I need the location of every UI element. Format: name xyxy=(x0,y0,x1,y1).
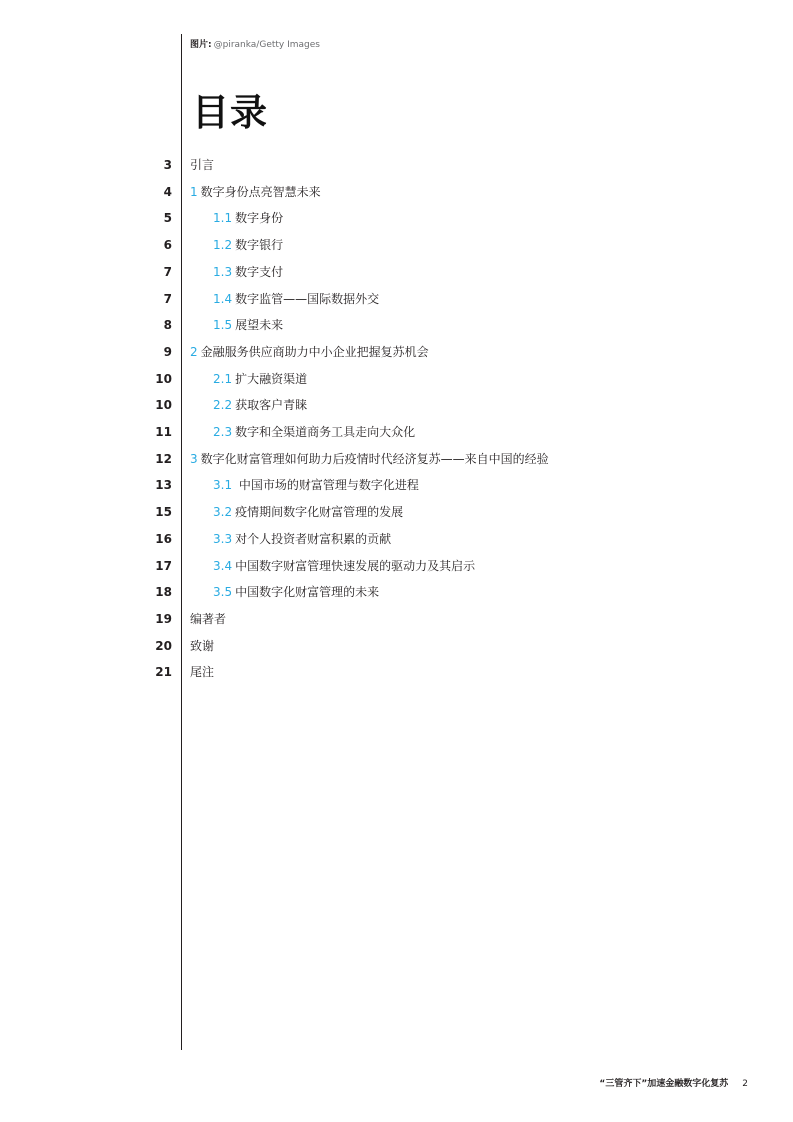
page-footer xyxy=(560,1076,748,1089)
toc-entry[interactable] xyxy=(0,557,793,575)
toc-entry-title xyxy=(213,263,283,281)
toc-page-number: 16 xyxy=(155,531,172,546)
toc-entry-text: 扩大融资渠道 xyxy=(235,371,308,386)
toc-entry[interactable] xyxy=(0,476,793,494)
toc-entry[interactable] xyxy=(0,316,793,334)
toc-page-number: 13 xyxy=(155,478,172,493)
toc-section-number: 1.5 xyxy=(213,318,233,333)
footer-page-number: 2 xyxy=(742,1079,748,1089)
toc-section-number: 3.2 xyxy=(213,505,233,520)
toc-page-number: 20 xyxy=(155,638,172,653)
toc-page-number: 7 xyxy=(163,264,172,279)
toc-entry[interactable] xyxy=(0,610,793,628)
page-title: 目录 xyxy=(192,91,268,134)
toc-page-number: 12 xyxy=(155,451,172,466)
toc-entry-text: 尾注 xyxy=(190,665,215,680)
toc-entry-text: 疫情期间数字化财富管理的发展 xyxy=(235,505,404,520)
image-credit-text: @piranka/Getty Images xyxy=(213,40,320,50)
toc-section-number: 3.4 xyxy=(213,558,233,573)
toc-section-number: 2 xyxy=(190,344,198,359)
toc-entry-title xyxy=(213,396,307,414)
toc-entry-text: 中国数字财富管理快速发展的驱动力及其启示 xyxy=(235,558,476,573)
toc-entry[interactable] xyxy=(0,183,793,201)
toc-page-number: 3 xyxy=(163,158,172,172)
toc-entry[interactable] xyxy=(0,637,793,655)
toc-entry-text: 对个人投资者财富积累的贡献 xyxy=(235,531,392,546)
toc-page-number: 4 xyxy=(163,184,172,199)
toc-entry-title xyxy=(190,450,549,468)
toc-entry-title xyxy=(213,583,379,601)
toc-entry-text: 数字监管——国际数据外交 xyxy=(235,291,380,306)
toc-page-number: 9 xyxy=(163,344,172,359)
toc-entry-title xyxy=(213,290,379,308)
toc-entry-text: 编著者 xyxy=(190,611,227,626)
toc-entry-title xyxy=(213,209,283,227)
toc-section-number: 3.1 xyxy=(213,478,233,493)
toc-page-number: 6 xyxy=(163,238,172,253)
toc-entry[interactable] xyxy=(0,450,793,468)
toc-entry-title xyxy=(190,183,321,201)
image-credit-label: 图片: xyxy=(190,40,212,50)
toc-page-number: 7 xyxy=(163,291,172,306)
toc-entry-title xyxy=(213,530,391,548)
toc-section-number: 1.4 xyxy=(213,291,233,306)
toc-page-number: 15 xyxy=(155,505,172,520)
toc-section-number: 1 xyxy=(190,184,198,199)
toc-entry[interactable] xyxy=(0,530,793,548)
toc-entry-title xyxy=(213,423,415,441)
toc-entry-text: 数字身份点亮智慧未来 xyxy=(200,184,321,199)
toc-section-number: 3.3 xyxy=(213,531,233,546)
toc-entry-text: 数字化财富管理如何助力后疫情时代经济复苏——来自中国的经验 xyxy=(200,451,549,466)
toc-entry[interactable] xyxy=(0,290,793,308)
toc-entry-text: 数字和全渠道商务工具走向大众化 xyxy=(235,425,416,439)
footer-title: “三管齐下”加速金融数字化复苏 xyxy=(599,1079,729,1089)
toc-entry[interactable] xyxy=(0,583,793,601)
toc-section-number: 2.2 xyxy=(213,398,233,413)
toc-entry-title xyxy=(190,637,214,655)
toc-entry-text: 中国市场的财富管理与数字化进程 xyxy=(235,478,419,493)
toc-entry[interactable] xyxy=(0,209,793,227)
toc-page-number: 21 xyxy=(155,665,172,680)
toc-entry-title xyxy=(213,476,419,494)
toc-section-number: 1.3 xyxy=(213,264,233,279)
toc-entry[interactable] xyxy=(0,503,793,521)
toc-section-number: 3.5 xyxy=(213,585,233,600)
toc-entry[interactable] xyxy=(0,423,793,441)
toc-entry[interactable] xyxy=(0,343,793,361)
toc-section-number: 2.1 xyxy=(213,371,233,386)
toc-entry-title xyxy=(213,236,283,254)
toc-entry-text: 获取客户青睐 xyxy=(235,398,308,413)
toc-entry[interactable] xyxy=(0,370,793,388)
toc-entry[interactable] xyxy=(0,663,793,681)
toc-page-number: 8 xyxy=(163,318,172,333)
toc-entry-text: 展望未来 xyxy=(235,318,284,333)
toc-page-number: 10 xyxy=(155,398,172,413)
image-credit xyxy=(190,37,320,50)
toc-entry[interactable] xyxy=(0,156,793,174)
toc-entry[interactable] xyxy=(0,396,793,414)
toc-section-number: 1.2 xyxy=(213,238,233,253)
toc-entry-text: 金融服务供应商助力中小企业把握复苏机会 xyxy=(200,344,429,359)
toc-entry-text: 致谢 xyxy=(190,638,215,653)
toc-entry-title xyxy=(190,663,214,681)
toc-entry-title xyxy=(213,316,283,334)
toc-entry[interactable] xyxy=(0,236,793,254)
toc-page-number: 11 xyxy=(155,425,172,439)
toc-entry-text: 数字身份 xyxy=(235,211,284,226)
toc-section-number: 3 xyxy=(190,451,198,466)
toc-page-number: 17 xyxy=(155,558,172,573)
toc-entry[interactable] xyxy=(0,263,793,281)
toc-entry-title xyxy=(213,503,403,521)
toc-section-number: 2.3 xyxy=(213,425,233,439)
toc-entry-title xyxy=(190,156,214,174)
toc-entry-text: 中国数字化财富管理的未来 xyxy=(235,585,380,600)
toc-page-number: 10 xyxy=(155,371,172,386)
toc-entry-text: 引言 xyxy=(190,158,215,172)
toc-entry-text: 数字支付 xyxy=(235,264,284,279)
toc-page-number: 18 xyxy=(155,585,172,600)
toc-page-number: 5 xyxy=(163,211,172,226)
toc-section-number: 1.1 xyxy=(213,211,233,226)
toc-entry-title xyxy=(213,370,307,388)
toc-entry-title xyxy=(190,343,429,361)
toc-entry-title xyxy=(213,557,475,575)
toc-page-number: 19 xyxy=(155,611,172,626)
toc-entry-text: 数字银行 xyxy=(235,238,284,253)
toc-entry-title xyxy=(190,610,226,628)
